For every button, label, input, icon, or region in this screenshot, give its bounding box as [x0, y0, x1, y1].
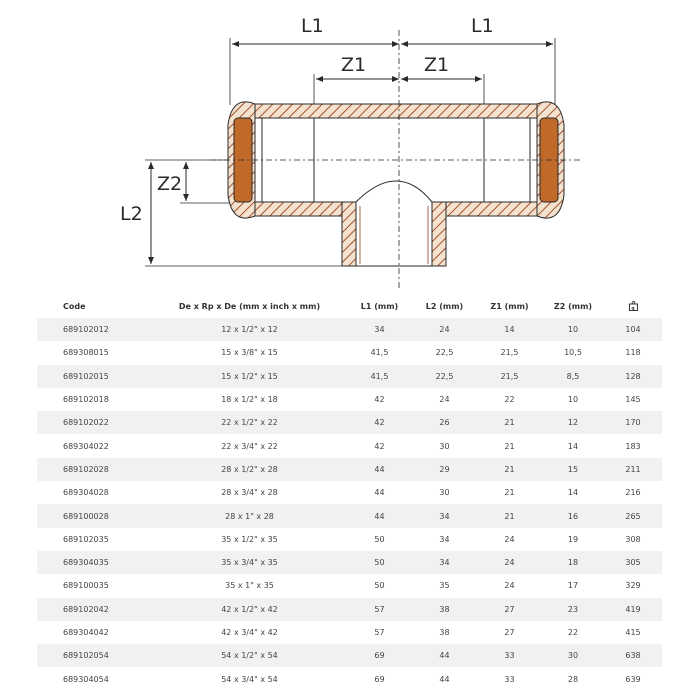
cell-l1: 42 — [347, 411, 412, 434]
cell-z2: 16 — [542, 504, 604, 527]
cell-l2: 34 — [412, 551, 477, 574]
cell-z2: 22 — [542, 621, 604, 644]
cell-z1: 27 — [477, 598, 542, 621]
table-row — [37, 411, 662, 434]
cell-z1: 27 — [477, 621, 542, 644]
table-row — [37, 388, 662, 411]
cell-z2: 30 — [542, 644, 604, 667]
center-lines — [210, 30, 580, 290]
cell-code: 689304042 — [37, 621, 152, 644]
header-weight — [604, 294, 662, 318]
cell-z2: 8,5 — [542, 365, 604, 388]
cell-l1: 44 — [347, 458, 412, 481]
cell-z1: 33 — [477, 644, 542, 667]
cell-z1: 24 — [477, 551, 542, 574]
table-row — [37, 667, 662, 690]
cell-l1: 50 — [347, 528, 412, 551]
cell-weight: 329 — [604, 574, 662, 597]
cell-z1: 21,5 — [477, 341, 542, 364]
cell-z1: 24 — [477, 528, 542, 551]
header-size: De x Rp x De (mm x inch x mm) — [178, 301, 321, 311]
cell-z1: 21 — [477, 458, 542, 481]
header-l2: L2 (mm) — [425, 301, 464, 311]
table-row — [37, 458, 662, 481]
cell-size: 42 x 3/4" x 42 — [152, 621, 347, 644]
cell-z2: 23 — [542, 598, 604, 621]
cell-weight: 415 — [604, 621, 662, 644]
cell-l1: 44 — [347, 481, 412, 504]
cell-l1: 41,5 — [347, 365, 412, 388]
cell-l1: 42 — [347, 388, 412, 411]
cell-l2: 22,5 — [412, 341, 477, 364]
cell-l1: 57 — [347, 621, 412, 644]
table-row — [37, 551, 662, 574]
cell-z2: 10 — [542, 388, 604, 411]
cell-z2: 14 — [542, 481, 604, 504]
cell-size: 15 x 1/2" x 15 — [152, 365, 347, 388]
cell-code: 689102022 — [37, 411, 152, 434]
dim-label-l1-left: L1 — [301, 15, 324, 37]
table-row — [37, 434, 662, 457]
cell-l1: 57 — [347, 598, 412, 621]
table-row — [37, 574, 662, 597]
cell-z2: 17 — [542, 574, 604, 597]
cell-weight: 118 — [604, 341, 662, 364]
table-row — [37, 528, 662, 551]
cell-l1: 44 — [347, 504, 412, 527]
cell-size: 35 x 1/2" x 35 — [152, 528, 347, 551]
cell-z1: 21 — [477, 411, 542, 434]
cell-code: 689304022 — [37, 434, 152, 457]
cell-l1: 41,5 — [347, 341, 412, 364]
cell-l2: 44 — [412, 644, 477, 667]
table-row — [37, 341, 662, 364]
cell-size: 28 x 1/2" x 28 — [152, 458, 347, 481]
cell-l1: 50 — [347, 574, 412, 597]
cell-z1: 21 — [477, 481, 542, 504]
cell-z1: 33 — [477, 667, 542, 690]
dim-label-l2: L2 — [120, 203, 143, 225]
cell-weight: 104 — [604, 318, 662, 341]
cell-code: 689102054 — [37, 644, 152, 667]
cell-weight: 265 — [604, 504, 662, 527]
cell-code: 689100028 — [37, 504, 152, 527]
cell-size: 42 x 1/2" x 42 — [152, 598, 347, 621]
cell-z1: 21 — [477, 434, 542, 457]
cell-l1: 34 — [347, 318, 412, 341]
cell-size: 22 x 1/2" x 22 — [152, 411, 347, 434]
dim-label-z2: Z2 — [157, 173, 183, 195]
cell-code: 689100035 — [37, 574, 152, 597]
cell-code: 689304054 — [37, 667, 152, 690]
cell-l1: 69 — [347, 644, 412, 667]
cell-size: 35 x 3/4" x 35 — [152, 551, 347, 574]
cell-l2: 30 — [412, 434, 477, 457]
cell-code: 689304035 — [37, 551, 152, 574]
cell-size: 18 x 1/2" x 18 — [152, 388, 347, 411]
header-z1: Z1 (mm) — [490, 301, 529, 311]
header-l1: L1 (mm) — [360, 301, 399, 311]
cell-l1: 69 — [347, 667, 412, 690]
dim-label-z1-right: Z1 — [424, 54, 450, 76]
cell-z1: 21 — [477, 504, 542, 527]
cell-l2: 30 — [412, 481, 477, 504]
cell-code: 689102015 — [37, 365, 152, 388]
header-code: Code — [63, 301, 86, 311]
cell-l2: 38 — [412, 598, 477, 621]
cell-code: 689102018 — [37, 388, 152, 411]
cell-l2: 34 — [412, 528, 477, 551]
cell-z2: 14 — [542, 434, 604, 457]
fitting-drawing — [0, 0, 700, 290]
cell-size: 15 x 3/8" x 15 — [152, 341, 347, 364]
cell-weight: 128 — [604, 365, 662, 388]
cell-l2: 24 — [412, 318, 477, 341]
cell-weight: 419 — [604, 598, 662, 621]
cell-size: 35 x 1" x 35 — [152, 574, 347, 597]
cell-weight: 183 — [604, 434, 662, 457]
cell-code: 689102012 — [37, 318, 152, 341]
tee-fitting — [228, 102, 564, 266]
cell-l2: 34 — [412, 504, 477, 527]
table-header-row — [37, 294, 662, 318]
cell-size: 22 x 3/4" x 22 — [152, 434, 347, 457]
cell-weight: 639 — [604, 667, 662, 690]
cell-weight: 211 — [604, 458, 662, 481]
cell-z1: 22 — [477, 388, 542, 411]
cell-z1: 21,5 — [477, 365, 542, 388]
cell-size: 28 x 3/4" x 28 — [152, 481, 347, 504]
cell-z2: 18 — [542, 551, 604, 574]
table-row — [37, 318, 662, 341]
cell-weight: 170 — [604, 411, 662, 434]
dim-label-z1-left: Z1 — [341, 54, 367, 76]
cell-l1: 42 — [347, 434, 412, 457]
cell-size: 54 x 3/4" x 54 — [152, 667, 347, 690]
cell-l1: 50 — [347, 551, 412, 574]
table-row — [37, 621, 662, 644]
cell-weight: 308 — [604, 528, 662, 551]
cell-code: 689102035 — [37, 528, 152, 551]
cell-size: 12 x 1/2" x 12 — [152, 318, 347, 341]
table-row — [37, 481, 662, 504]
dim-label-l1-right: L1 — [471, 15, 494, 37]
table-row — [37, 598, 662, 621]
cell-code: 689308015 — [37, 341, 152, 364]
cell-z2: 19 — [542, 528, 604, 551]
cell-l2: 38 — [412, 621, 477, 644]
cell-code: 689102028 — [37, 458, 152, 481]
cell-size: 28 x 1" x 28 — [152, 504, 347, 527]
cell-z1: 24 — [477, 574, 542, 597]
table-row — [37, 365, 662, 388]
cell-size: 54 x 1/2" x 54 — [152, 644, 347, 667]
cell-code: 689102042 — [37, 598, 152, 621]
cell-weight: 305 — [604, 551, 662, 574]
table-row — [37, 644, 662, 667]
cell-z1: 14 — [477, 318, 542, 341]
svg-text:g: g — [630, 306, 635, 311]
header-z2: Z2 (mm) — [553, 301, 593, 311]
cell-z2: 10,5 — [542, 341, 604, 364]
cell-l2: 29 — [412, 458, 477, 481]
cell-z2: 10 — [542, 318, 604, 341]
cell-l2: 26 — [412, 411, 477, 434]
cell-code: 689304028 — [37, 481, 152, 504]
cell-weight: 216 — [604, 481, 662, 504]
table-row — [37, 504, 662, 527]
cell-l2: 35 — [412, 574, 477, 597]
cell-z2: 12 — [542, 411, 604, 434]
cell-l2: 24 — [412, 388, 477, 411]
cell-weight: 145 — [604, 388, 662, 411]
weight-icon — [629, 301, 638, 311]
cell-l2: 22,5 — [412, 365, 477, 388]
dimensions-table — [37, 294, 662, 691]
cell-weight: 638 — [604, 644, 662, 667]
cell-z2: 15 — [542, 458, 604, 481]
cell-z2: 28 — [542, 667, 604, 690]
cell-l2: 44 — [412, 667, 477, 690]
